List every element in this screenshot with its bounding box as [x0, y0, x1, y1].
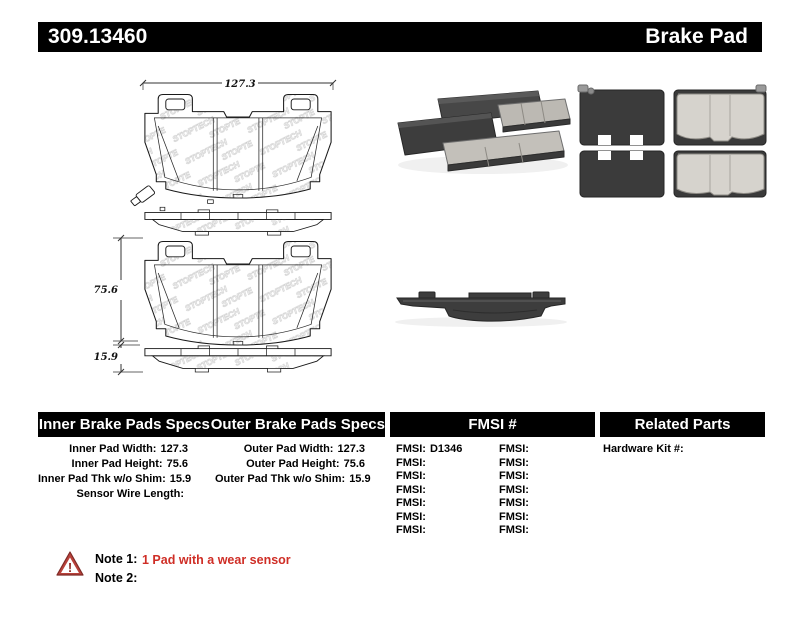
photo-pad-set: [398, 91, 570, 174]
fmsi-column-2: [499, 443, 595, 538]
spec-row: Sensor Wire Length:: [76, 488, 184, 500]
fmsi-row: FMSI:: [396, 510, 426, 523]
spec-row: Inner Pad Height: 75.6: [71, 458, 188, 470]
fmsi-row: FMSI:: [499, 443, 529, 455]
spec-row: Inner Pad Width: 127.3: [69, 443, 188, 455]
note2-label: Note 2:: [95, 571, 138, 585]
specs-header-bar: [38, 412, 385, 437]
spec-row: Outer Pad Width: 127.3: [243, 443, 365, 455]
fmsi-row: FMSI:: [499, 510, 529, 523]
dim-thickness-label: 15.9: [93, 352, 118, 363]
inner-specs-column: [38, 442, 192, 502]
fmsi-row: FMSI:: [499, 497, 529, 509]
fmsi-header-bar: [390, 412, 595, 437]
pad-edge-view-bottom: [145, 346, 331, 372]
warning-icon: [56, 551, 84, 577]
photo-pad-grid: [578, 85, 766, 197]
svg-text:!: !: [67, 560, 73, 575]
fmsi-title: FMSI #: [468, 416, 517, 433]
inner-specs-title: Inner Brake Pads Specs: [38, 416, 210, 433]
dim-width-label: 127.3: [224, 79, 256, 90]
related-row: Hardware Kit #:: [603, 443, 684, 455]
fmsi-row: FMSI:: [396, 483, 426, 496]
product-type: Brake Pad: [645, 25, 748, 48]
title-bar: [38, 22, 762, 52]
fmsi-row: FMSI:: [396, 524, 426, 536]
spec-row: Inner Pad Thk w/o Shim: 15.9: [38, 473, 192, 485]
photo-pad-edge: [395, 292, 567, 327]
fmsi-row: FMSI:: [499, 524, 529, 536]
pad-edge-view-top: [145, 207, 331, 235]
pad-front-view-bottom: [145, 242, 331, 346]
drawing-and-photos: [0, 60, 800, 400]
related-parts-title: Related Parts: [634, 416, 731, 433]
fmsi-row: FMSI:: [396, 456, 426, 469]
fmsi-row: FMSI:: [396, 497, 426, 509]
related-parts-header-bar: [600, 412, 765, 437]
note1-text: 1 Pad with a wear sensor: [142, 553, 291, 567]
fmsi-column-1: [396, 443, 496, 538]
dim-height-label: 75.6: [93, 285, 118, 296]
fmsi-row: FMSI:: [499, 456, 529, 469]
note1-label: Note 1:: [95, 552, 138, 566]
spec-row: Outer Pad Thk w/o Shim: 15.9: [215, 473, 371, 485]
spec-row: Outer Pad Height: 75.6: [246, 458, 365, 470]
fmsi-row: FMSI:: [499, 483, 529, 496]
wear-sensor-drawing: [129, 185, 155, 207]
sensor-clip: [756, 85, 766, 92]
fmsi-row: FMSI:: [499, 470, 529, 482]
fmsi-row: FMSI:: [396, 470, 426, 482]
pad-front-view-top: [129, 95, 331, 208]
related-parts-column: [603, 443, 688, 455]
outer-specs-column: [215, 442, 371, 487]
outer-specs-title: Outer Brake Pads Specs: [210, 416, 385, 433]
fmsi-row: FMSI: D1346: [396, 443, 463, 455]
part-number: 309.13460: [48, 25, 148, 48]
